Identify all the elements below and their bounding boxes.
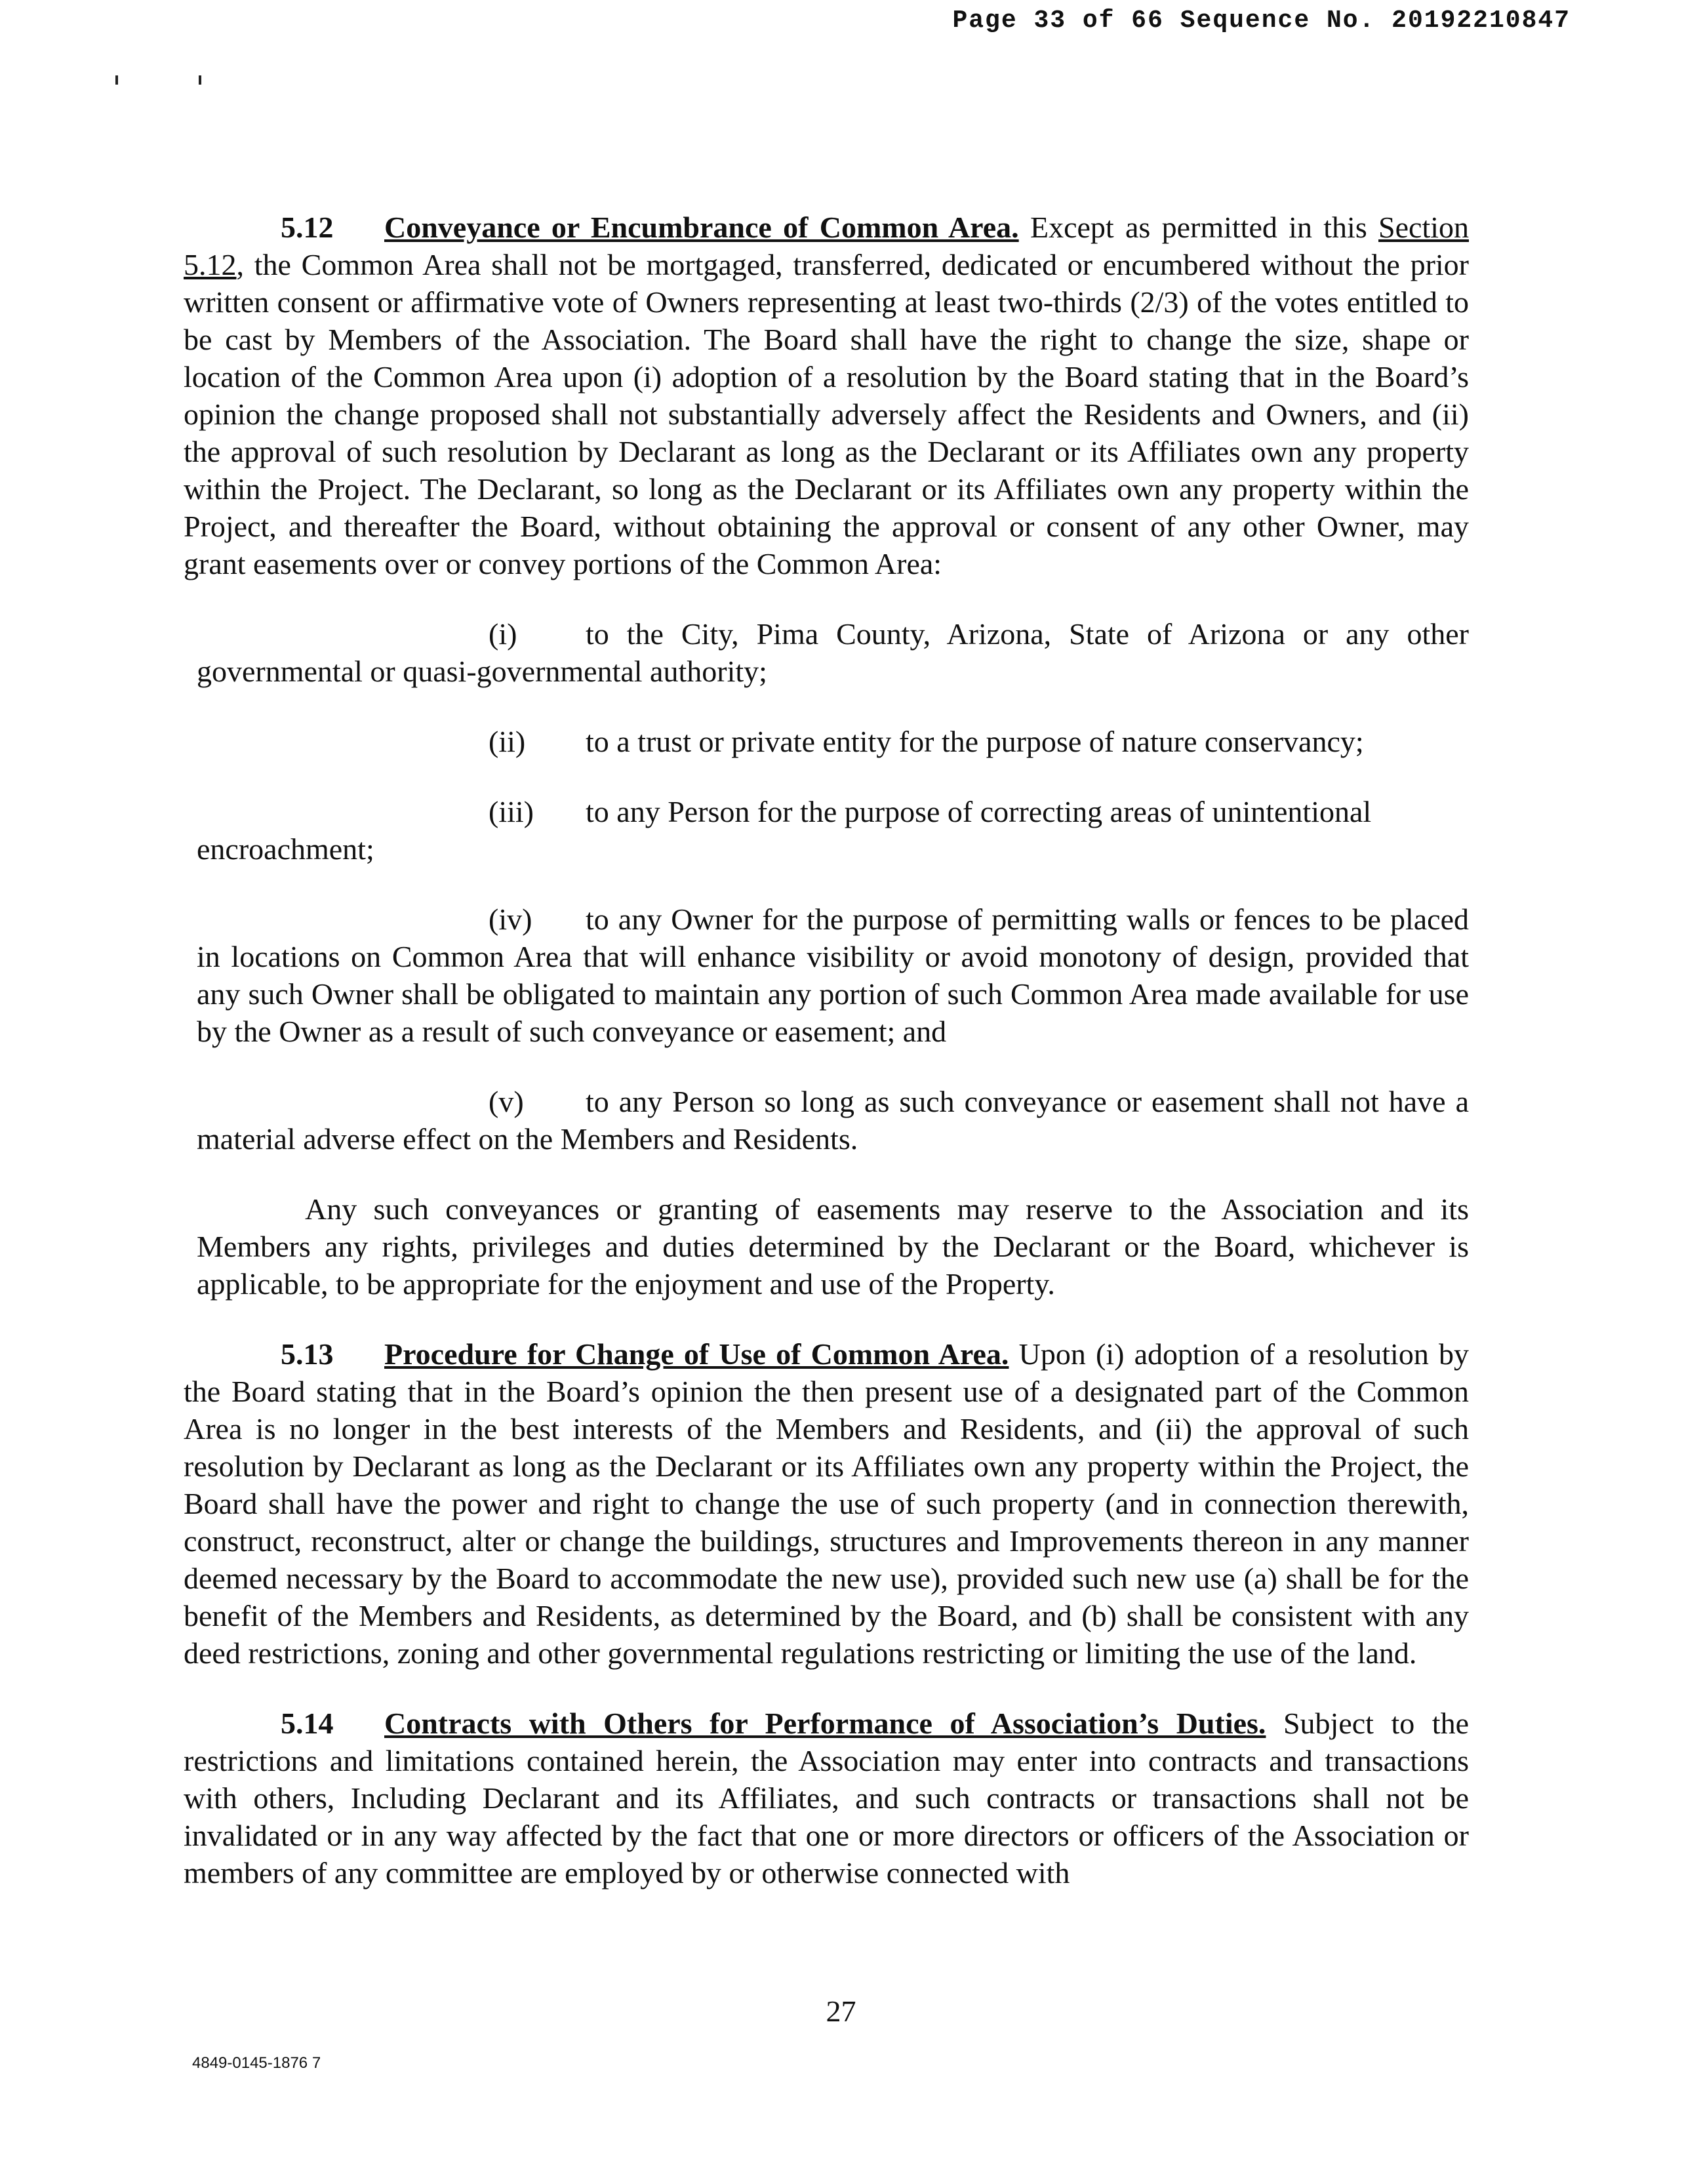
section-title: Procedure for Change of Use of Common Area. xyxy=(384,1337,1009,1371)
section-title: Conveyance or Encumbrance of Common Area. xyxy=(384,211,1019,244)
list-item-number: (iii) xyxy=(489,795,534,828)
list-item xyxy=(184,723,1469,760)
document-id: 4849-0145-1876 7 xyxy=(192,2054,321,2072)
section-body: Upon (i) adoption of a resolution by the Board stating that in the Board’s opinion the then present use of a designated part of the Common Area is no longer in the best interests of the Members and Residents, and (ii) the approval of such resolution by Declarant as long as the Declarant or its Affiliates own any property within the Project, the Board shall have the power and right to change the use of such property (and in connection therewith, construct, reconstruct, alter or change the buildings, structures and Improvements thereon in any manner deemed necessary by the Board to accommodate the new use), provided such new use (a) shall be for the benefit of the Members and Residents, as determined by the Board, and (b) shall be consistent with any deed restrictions, zoning and other governmental regulations restricting or limiting the use of the land. xyxy=(184,1337,1469,1670)
list-item xyxy=(184,615,1469,690)
section-reference: Section 5.12 xyxy=(184,211,1470,281)
scan-mark xyxy=(115,75,118,85)
list-item-text: to any Person so long as such conveyance or easement shall not have a material adverse effect on the Members and Residents. xyxy=(197,1085,1469,1156)
section-body: Subject to the restrictions and limitations contained herein, the Association may enter into contracts and transactions with others, Including Declarant and its Affiliates, and such contracts or transactions shall not be invalidated or in any way affected by the fact that one or more directors or officers of the Association or members of any committee are employed by or otherwise connected with xyxy=(184,1707,1469,1890)
list-item-text: to any Owner for the purpose of permitting walls or fences to be placed in locations on Common Area that will enhance visibility or avoid monotony of design, provided that any such Owner shall be obligated to maintain any portion of such Common Area made available for use by the Owner as a result of such conveyance or easement; and xyxy=(197,902,1469,1048)
list-item-number: (v) xyxy=(489,1085,524,1118)
list-item-number: (i) xyxy=(489,617,517,651)
section-number: 5.13 xyxy=(281,1337,334,1371)
list-item-number: (iv) xyxy=(489,902,532,936)
scan-mark xyxy=(199,75,201,85)
section-number: 5.14 xyxy=(281,1707,334,1740)
section-body: , the Common Area shall not be mortgaged, transferred, dedicated or encumbered without the prior written consent or affirmative vote of Owners representing at least two-thirds (2/3) of the votes entitled to be cast by Members of the Association. The Board shall have the right to change the size, shape or location of the Common Area upon (i) adoption of a resolution by the Board stating that in the Board’s opinion the change proposed shall not substantially adversely affect the Residents and Owners, and (ii) the approval of such resolution by Declarant as long as the Declarant or its Affiliates own any property within the Project. The Declarant, so long as the Declarant or its Affiliates own any property within the Project, and thereafter the Board, without obtaining the approval or consent of any other Owner, may grant easements over or convey portions of the Common Area: xyxy=(184,248,1469,580)
list-item xyxy=(184,793,1469,830)
section-5-13 xyxy=(184,1335,1469,1672)
list-item xyxy=(184,1083,1469,1158)
section-title: Contracts with Others for Performance of Association’s Duties. xyxy=(384,1707,1266,1740)
section-number: 5.12 xyxy=(281,211,334,244)
document-body xyxy=(184,209,1469,1891)
section-5-12 xyxy=(184,209,1469,582)
list-item-text: to any Person for the purpose of correcting areas of unintentional xyxy=(586,795,1372,828)
page-number: 27 xyxy=(826,1994,856,2028)
list-item-continuation: encroachment; xyxy=(197,832,374,866)
section-body-lead: Except as permitted in this xyxy=(1018,211,1379,244)
list-item-number: (ii) xyxy=(489,725,526,758)
closing-paragraph: Any such conveyances or granting of easements may reserve to the Association and its Members any rights, privileges and duties determined by the Declarant or the Board, whichever is applicable, to be appropriate for the enjoyment and use of the Property. xyxy=(197,1192,1469,1301)
section-5-14 xyxy=(184,1705,1469,1891)
list-item-text: to a trust or private entity for the purpose of nature conservancy; xyxy=(586,725,1364,758)
list-item xyxy=(184,900,1469,1050)
page-header: Page 33 of 66 Sequence No. 20192210847 xyxy=(952,7,1571,35)
list-item-text: to the City, Pima County, Arizona, State of Arizona or any other governmental or quasi-governmental authority; xyxy=(197,617,1469,688)
